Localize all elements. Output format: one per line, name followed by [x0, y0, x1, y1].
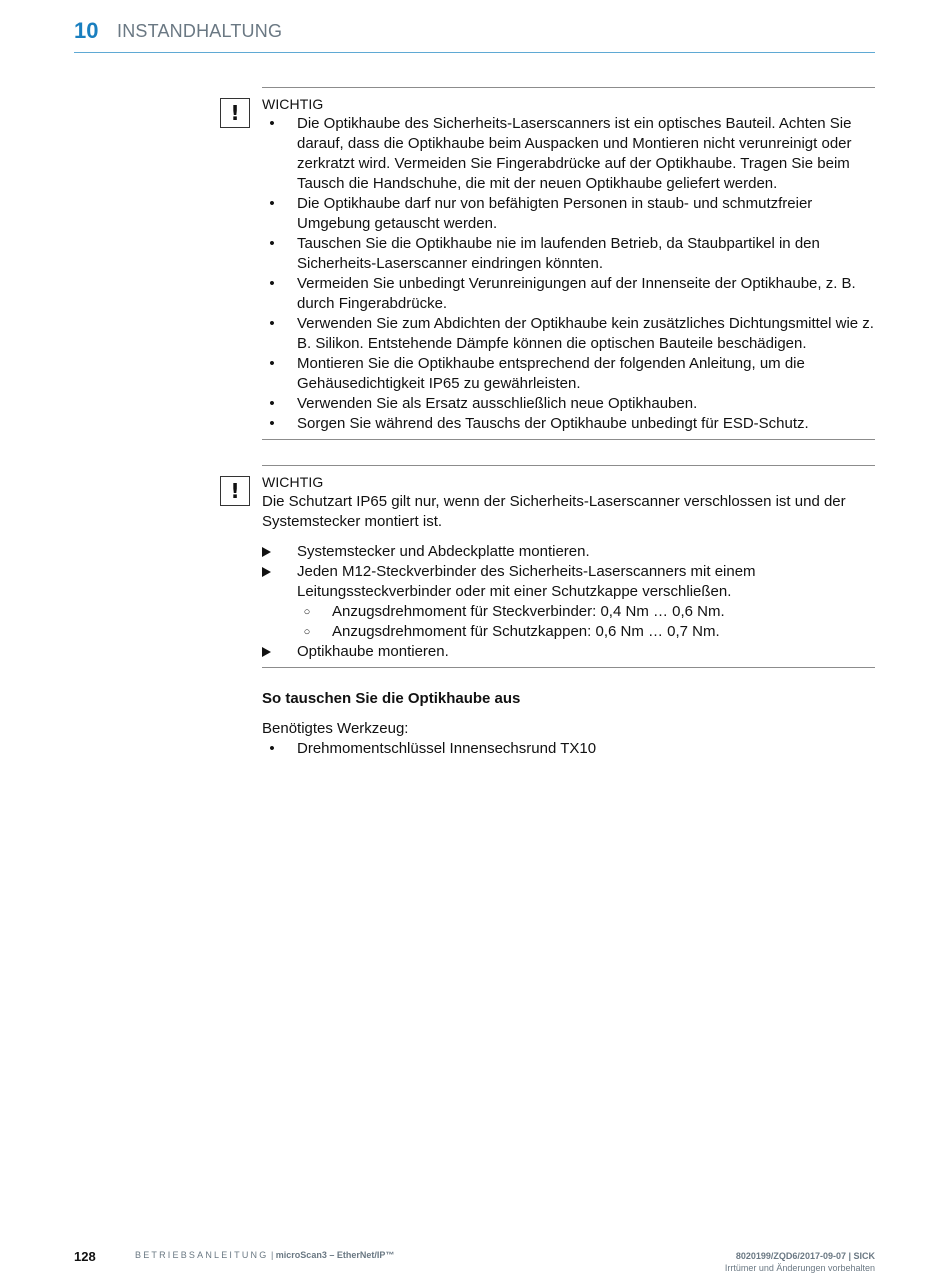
- bullet-icon: •: [269, 740, 275, 757]
- footer-right: [725, 1250, 875, 1274]
- substep-list: [297, 602, 875, 642]
- list-item: • Verwenden Sie zum Abdichten der Optikhaube kein zusätzliches Dichtungsmittel wie z. B. Silikon. Entstehende Dämpfe können die optischen Bauteile beschädigen.: [262, 314, 875, 354]
- notice-box: [230, 465, 875, 668]
- circle-bullet-icon: ○: [303, 626, 311, 638]
- disclaimer: Irrtümer und Änderungen vorbehalten: [724, 1263, 875, 1273]
- notice-heading: WICHTIG: [262, 96, 324, 112]
- tools-label: Benötigtes Werkzeug:: [262, 720, 409, 737]
- notice-heading: WICHTIG: [262, 474, 324, 490]
- chapter-number: 10: [74, 18, 99, 43]
- doc-type: BETRIEBSANLEITUNG: [135, 1250, 269, 1260]
- bullet-icon: •: [269, 395, 275, 412]
- bullet-icon: •: [269, 355, 275, 372]
- doc-code: 8020199/ZQD6/2017-09-07 | SICK: [735, 1251, 875, 1261]
- list-item: • Vermeiden Sie unbedingt Verunreinigungen auf der Innenseite der Optikhaube, z. B. durch Fingerabdrücke.: [262, 274, 875, 314]
- list-item: • Drehmomentschlüssel Innensechsrund TX10: [262, 739, 875, 759]
- list-item: • Tauschen Sie die Optikhaube nie im laufenden Betrieb, da Staubpartikel in den Sicherheits-Laserscanner eindringen könnten.: [262, 234, 875, 274]
- chapter-title: INSTANDHALTUNG: [117, 21, 283, 41]
- product-name: microScan3 – EtherNet/IP™: [275, 1250, 395, 1260]
- notice-text: Die Schutzart IP65 gilt nur, wenn der Sicherheits-Laserscanner verschlossen ist und der Systemstecker montiert ist.: [262, 493, 846, 530]
- bullet-icon: •: [269, 415, 275, 432]
- exclamation-icon: !: [220, 98, 250, 128]
- bullet-icon: •: [269, 315, 275, 332]
- step-item: Optikhaube montieren.: [262, 642, 875, 662]
- substep-item: ○ Anzugsdrehmoment für Schutzkappen: 0,6 Nm … 0,7 Nm.: [297, 622, 875, 642]
- step-list: [262, 542, 875, 662]
- tools-list: [262, 739, 875, 759]
- arrow-right-icon: [262, 647, 271, 657]
- bullet-icon: •: [269, 115, 275, 132]
- page-number: 128: [74, 1249, 96, 1264]
- bullet-icon: •: [269, 235, 275, 252]
- step-item: Systemstecker und Abdeckplatte montieren.: [262, 542, 875, 562]
- list-item: • Die Optikhaube des Sicherheits-Laserscanners ist ein optisches Bauteil. Achten Sie darauf, dass die Optikhaube beim Auspacken und Montieren nicht verunreinigt oder zerkratzt wird. Vermeiden Sie Fingerabdrücke auf der Optikhaube. Tragen Sie beim Tausch die Handschuhe, die mit der neuen Optikhaube geliefert werden.: [262, 114, 875, 194]
- notice-box: [230, 87, 875, 440]
- list-item: • Montieren Sie die Optikhaube entsprechend der folgenden Anleitung, um die Gehäusedichtigkeit IP65 zu gewährleisten.: [262, 354, 875, 394]
- list-item: • Die Optikhaube darf nur von befähigten Personen in staub- und schmutzfreier Umgebung getauscht werden.: [262, 194, 875, 234]
- arrow-right-icon: [262, 547, 271, 557]
- footer-separator: |: [270, 1250, 274, 1260]
- substep-item: ○ Anzugsdrehmoment für Steckverbinder: 0,4 Nm … 0,6 Nm.: [297, 602, 875, 622]
- step-item: Jeden M12-Steckverbinder des Sicherheits-Laserscanners mit einem Leitungssteckverbinder oder mit einer Schutzkappe verschließen. ○ Anzugsdrehmoment für Steckverbinder: 0,4 Nm … 0,6 Nm. ○ Anzugsdrehmoment für Schutzkappen: 0,6 Nm … 0,7 Nm.: [262, 562, 875, 642]
- section-replace-cover: [262, 689, 875, 769]
- chapter-header: [74, 14, 875, 53]
- circle-bullet-icon: ○: [303, 606, 311, 618]
- notice-list: [262, 114, 875, 434]
- bullet-icon: •: [269, 275, 275, 292]
- section-heading: So tauschen Sie die Optikhaube aus: [262, 690, 521, 707]
- list-item: • Verwenden Sie als Ersatz ausschließlich neue Optikhauben.: [262, 394, 875, 414]
- footer-document-info: [135, 1250, 394, 1260]
- bullet-icon: •: [269, 195, 275, 212]
- exclamation-icon: !: [220, 476, 250, 506]
- arrow-right-icon: [262, 567, 271, 577]
- list-item: • Sorgen Sie während des Tauschs der Optikhaube unbedingt für ESD-Schutz.: [262, 414, 875, 434]
